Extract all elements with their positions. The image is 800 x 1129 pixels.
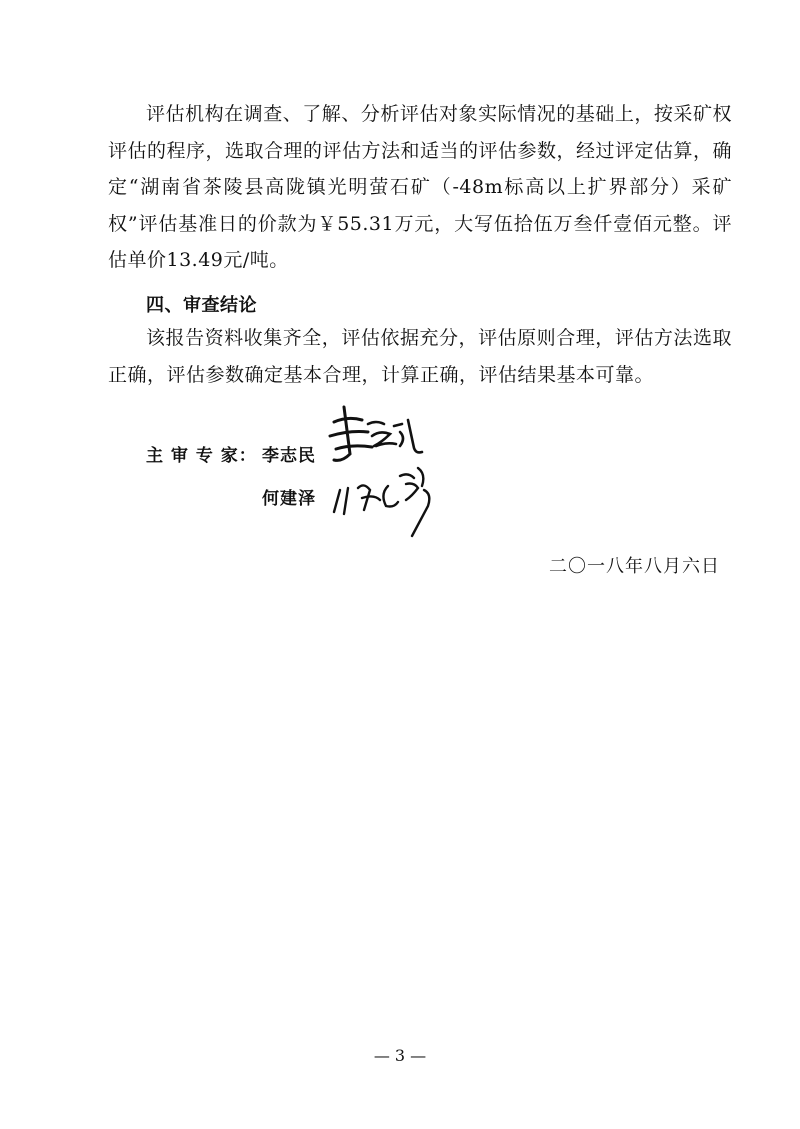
conclusion-paragraph: 该报告资料收集齐全，评估依据充分，评估原则合理，评估方法选取正确，评估参数确定基本合理，计算正确，评估结果基本可靠。 — [108, 327, 732, 386]
document-date: 二〇一八年八月六日 — [549, 556, 720, 577]
section-heading-review-conclusion: 四、审查结论 — [146, 295, 257, 316]
reviewer-name-li: 李志民 — [262, 446, 316, 466]
signature-he-jianze — [328, 460, 448, 540]
reviewer-name-he: 何建泽 — [262, 489, 316, 509]
reviewer-label: 主 审 专 家： — [146, 446, 257, 466]
evaluation-paragraph: 评估机构在调查、了解、分析评估对象实际情况的基础上，按采矿权评估的程序，选取合理的评估方法和适当的评估参数，经过评定估算，确定“湖南省茶陵县高陇镇光明萤石矿（-48m标高以上扩界部分）采矿权”评估基准日的价款为￥55.31万元，大写伍拾伍万叁仟壹佰元整。评估单价13.49元/吨。 — [108, 103, 733, 271]
page-number: — 3 — — [373, 1046, 427, 1065]
